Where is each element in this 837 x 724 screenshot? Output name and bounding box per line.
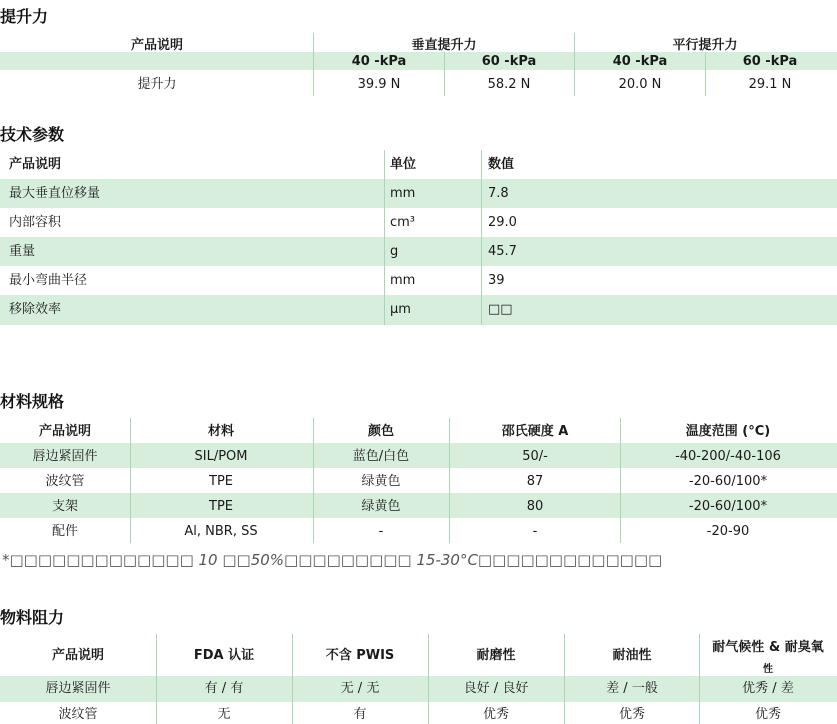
- material-header-product: 产品说明: [38, 424, 92, 439]
- table-cell: 差 / 一般: [606, 681, 658, 696]
- table-cell: 优秀: [618, 707, 646, 722]
- table-cell: 支架: [51, 499, 79, 514]
- lift-parallel-40: 40 -kPa: [612, 54, 668, 69]
- resistance-header-product: 产品说明: [51, 648, 105, 663]
- table-cell: 配件: [51, 524, 79, 539]
- lift-value: 29.1 N: [748, 77, 792, 92]
- lift-group-vertical: 垂直提升力: [411, 38, 477, 53]
- table-cell: 50/-: [522, 449, 548, 464]
- lift-section-title: 提升力: [0, 7, 49, 26]
- lift-vertical-40: 40 -kPa: [351, 54, 407, 69]
- table-cell: 优秀: [482, 707, 510, 722]
- table-cell: 80: [526, 499, 544, 514]
- table-cell: TPE: [209, 474, 233, 489]
- lift-group-parallel: 平行提升力: [672, 38, 738, 53]
- table-row-value: 7.8: [488, 186, 509, 201]
- table-row-unit: g: [390, 244, 399, 259]
- resistance-header-weather: 耐气候性 & 耐臭氧: [712, 640, 824, 655]
- table-row-label: 移除效率: [9, 302, 62, 317]
- material-header-temperature: 温度范围 (°C): [685, 424, 771, 439]
- lift-row-label: 提升力: [137, 77, 177, 92]
- tech-section-title: 技术参数: [0, 125, 65, 144]
- table-row-label: 最小弯曲半径: [9, 273, 88, 288]
- table-cell: 蓝色/白色: [352, 449, 410, 464]
- table-row-value: □□: [488, 302, 513, 317]
- lift-vertical-60: 60 -kPa: [481, 54, 537, 69]
- table-row-unit: cm³: [390, 215, 416, 230]
- table-cell: -20-90: [706, 524, 750, 539]
- table-cell: 良好 / 良好: [463, 681, 529, 696]
- table-cell: 绿黄色: [361, 474, 401, 489]
- table-cell: SIL/POM: [194, 449, 248, 464]
- resistance-header-weather-cont: 性: [763, 664, 773, 675]
- table-row-label: 重量: [9, 244, 36, 259]
- lift-value: 58.2 N: [487, 77, 531, 92]
- material-footnote: *□□□□□□□□□□□□□ 10 □□50%□□□□□□□□□ 15-30°C□□□□□□□□□□□□□: [2, 551, 663, 569]
- table-cell: 唇边紧固件: [45, 681, 111, 696]
- material-header-hardness: 邵氏硬度 A: [501, 424, 569, 439]
- table-cell: 有: [353, 707, 367, 722]
- tech-header-product: 产品说明: [9, 157, 62, 172]
- resistance-header-pwis: 不含 PWIS: [325, 648, 395, 663]
- table-cell: 波纹管: [58, 707, 98, 722]
- table-cell: 87: [526, 474, 544, 489]
- table-cell: 唇边紧固件: [32, 449, 98, 464]
- table-cell: 无 / 无: [340, 681, 380, 696]
- table-row-unit: µm: [390, 302, 411, 317]
- table-cell: 有 / 有: [204, 681, 244, 696]
- resistance-section-title: 物料阻力: [0, 608, 65, 627]
- table-row-value: 39: [488, 273, 505, 288]
- table-row-unit: mm: [390, 186, 416, 201]
- table-row-value: 45.7: [488, 244, 517, 259]
- table-cell: -20-60/100*: [688, 474, 768, 489]
- table-cell: -: [532, 524, 538, 539]
- lift-value: 20.0 N: [618, 77, 662, 92]
- lift-value: 39.9 N: [357, 77, 401, 92]
- resistance-header-oil: 耐油性: [612, 648, 652, 663]
- tech-header-unit: 单位: [390, 157, 417, 172]
- tech-header-value: 数值: [488, 157, 515, 172]
- table-cell: 绿黄色: [361, 499, 401, 514]
- table-row-label: 最大垂直位移量: [9, 186, 101, 201]
- table-row-value: 29.0: [488, 215, 517, 230]
- material-section-title: 材料规格: [0, 392, 65, 411]
- table-cell: -: [378, 524, 384, 539]
- lift-parallel-60: 60 -kPa: [742, 54, 798, 69]
- table-cell: -40-200/-40-106: [675, 449, 781, 464]
- resistance-header-fda: FDA 认证: [193, 648, 255, 663]
- table-cell: 优秀: [754, 707, 782, 722]
- table-cell: -20-60/100*: [688, 499, 768, 514]
- table-cell: Al, NBR, SS: [184, 524, 258, 539]
- table-cell: 无: [217, 707, 231, 722]
- resistance-header-abrasion: 耐磨性: [476, 648, 516, 663]
- material-header-color: 颜色: [367, 424, 395, 439]
- table-cell: TPE: [209, 499, 233, 514]
- material-header-material: 材料: [207, 424, 235, 439]
- table-cell: 波纹管: [45, 474, 85, 489]
- lift-col-product: 产品说明: [130, 38, 184, 53]
- table-row-unit: mm: [390, 273, 416, 288]
- lift-header-band: [0, 52, 837, 70]
- table-cell: 优秀 / 差: [742, 681, 794, 696]
- table-row-label: 内部容积: [9, 215, 62, 230]
